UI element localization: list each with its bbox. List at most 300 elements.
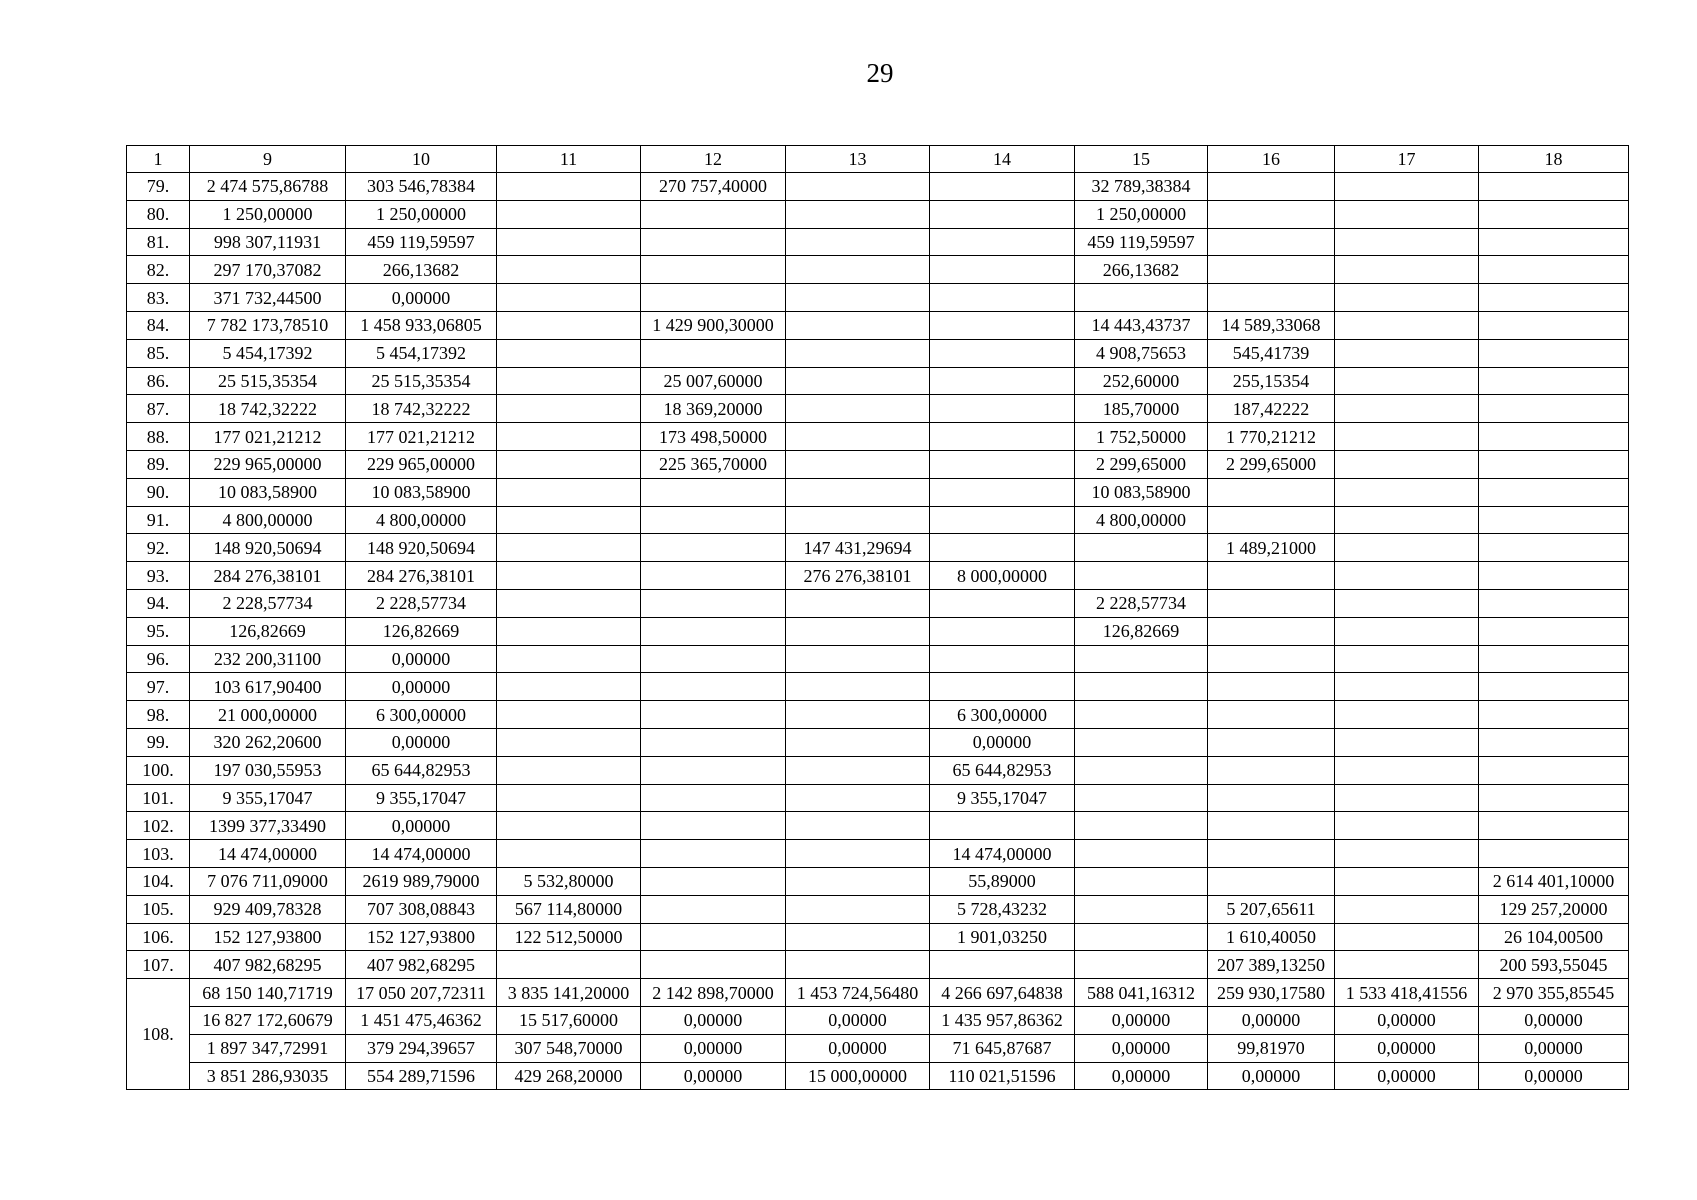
table-row — [127, 617, 1629, 645]
total-row-line — [127, 1006, 1629, 1034]
table-cell — [786, 728, 930, 756]
table-cell — [497, 589, 641, 617]
column-header: 9 — [190, 146, 346, 173]
table-cell: 10 083,58900 — [1075, 478, 1208, 506]
table-cell — [1479, 395, 1629, 423]
table-cell: 0,00000 — [641, 1034, 786, 1062]
table-cell: 2 299,65000 — [1075, 450, 1208, 478]
table-cell: 0,00000 — [1075, 1062, 1208, 1090]
table-cell: 1 453 724,56480 — [786, 979, 930, 1007]
table-cell: 9 355,17047 — [346, 784, 497, 812]
table-cell: 371 732,44500 — [190, 284, 346, 312]
table-cell: 177 021,21212 — [346, 423, 497, 451]
table-cell — [930, 617, 1075, 645]
table-cell — [1335, 840, 1479, 868]
row-number: 87. — [127, 395, 190, 423]
table-cell: 1 458 933,06805 — [346, 311, 497, 339]
table-cell — [786, 367, 930, 395]
table-cell — [930, 173, 1075, 201]
table-cell: 14 589,33068 — [1208, 311, 1335, 339]
table-cell — [786, 756, 930, 784]
table-cell: 65 644,82953 — [930, 756, 1075, 784]
table-row — [127, 173, 1629, 201]
table-cell — [641, 589, 786, 617]
table-row — [127, 840, 1629, 868]
table-cell: 173 498,50000 — [641, 423, 786, 451]
table-cell: 55,89000 — [930, 867, 1075, 895]
table-cell — [1208, 840, 1335, 868]
column-header: 1 — [127, 146, 190, 173]
table-cell — [641, 645, 786, 673]
table-cell — [1479, 423, 1629, 451]
table-row — [127, 589, 1629, 617]
row-number: 84. — [127, 311, 190, 339]
table-cell — [497, 617, 641, 645]
table-cell — [930, 367, 1075, 395]
table-cell — [497, 951, 641, 979]
table-cell: 0,00000 — [346, 728, 497, 756]
table-cell — [786, 395, 930, 423]
table-row — [127, 395, 1629, 423]
table-cell: 200 593,55045 — [1479, 951, 1629, 979]
table-cell: 297 170,37082 — [190, 256, 346, 284]
table-cell: 4 266 697,64838 — [930, 979, 1075, 1007]
table-cell — [497, 534, 641, 562]
table-cell: 0,00000 — [1479, 1034, 1629, 1062]
table-cell: 126,82669 — [1075, 617, 1208, 645]
table-cell: 25 515,35354 — [190, 367, 346, 395]
table-cell — [1479, 701, 1629, 729]
table-cell — [1208, 284, 1335, 312]
table-cell — [1335, 923, 1479, 951]
table-cell — [1075, 701, 1208, 729]
table-cell: 4 800,00000 — [346, 506, 497, 534]
table-cell: 18 742,32222 — [346, 395, 497, 423]
table-cell — [1075, 756, 1208, 784]
table-cell — [497, 645, 641, 673]
table-cell — [497, 756, 641, 784]
table-cell — [1479, 228, 1629, 256]
table-cell — [1335, 478, 1479, 506]
table-cell — [930, 311, 1075, 339]
row-number: 108. — [127, 979, 190, 1090]
table-row — [127, 478, 1629, 506]
table-cell — [786, 478, 930, 506]
table-cell: 270 757,40000 — [641, 173, 786, 201]
table-cell: 103 617,90400 — [190, 673, 346, 701]
table-cell: 1 897 347,72991 — [190, 1034, 346, 1062]
table-cell — [1335, 812, 1479, 840]
column-header: 12 — [641, 146, 786, 173]
table-cell — [1479, 534, 1629, 562]
table-cell: 3 835 141,20000 — [497, 979, 641, 1007]
table-cell — [930, 423, 1075, 451]
table-cell — [1208, 589, 1335, 617]
row-number: 83. — [127, 284, 190, 312]
table-cell: 1 435 957,86362 — [930, 1006, 1075, 1034]
table-cell — [1075, 673, 1208, 701]
table-cell: 1 250,00000 — [1075, 200, 1208, 228]
table-cell: 229 965,00000 — [190, 450, 346, 478]
table-cell: 2 970 355,85545 — [1479, 979, 1629, 1007]
table-cell — [1479, 617, 1629, 645]
table-cell: 554 289,71596 — [346, 1062, 497, 1090]
table-cell: 26 104,00500 — [1479, 923, 1629, 951]
table-cell — [497, 423, 641, 451]
table-row — [127, 423, 1629, 451]
table-cell: 232 200,31100 — [190, 645, 346, 673]
row-number: 107. — [127, 951, 190, 979]
table-cell: 1 610,40050 — [1208, 923, 1335, 951]
table-cell — [641, 339, 786, 367]
table-cell: 0,00000 — [1479, 1006, 1629, 1034]
table-row — [127, 701, 1629, 729]
table-cell: 148 920,50694 — [346, 534, 497, 562]
table-cell — [641, 728, 786, 756]
table-cell — [641, 673, 786, 701]
table-cell: 126,82669 — [346, 617, 497, 645]
table-row — [127, 867, 1629, 895]
table-cell: 207 389,13250 — [1208, 951, 1335, 979]
table-cell: 110 021,51596 — [930, 1062, 1075, 1090]
row-number: 90. — [127, 478, 190, 506]
row-number: 92. — [127, 534, 190, 562]
data-table — [126, 145, 1629, 1090]
table-cell: 284 276,38101 — [190, 562, 346, 590]
table-cell: 17 050 207,72311 — [346, 979, 497, 1007]
table-cell — [1075, 895, 1208, 923]
table-cell — [930, 450, 1075, 478]
row-number: 82. — [127, 256, 190, 284]
table-cell: 0,00000 — [346, 284, 497, 312]
table-cell: 1 489,21000 — [1208, 534, 1335, 562]
table-row — [127, 756, 1629, 784]
table-cell — [930, 256, 1075, 284]
column-header: 15 — [1075, 146, 1208, 173]
table-cell — [1479, 311, 1629, 339]
column-header: 17 — [1335, 146, 1479, 173]
table-cell — [1075, 812, 1208, 840]
table-cell: 1 770,21212 — [1208, 423, 1335, 451]
table-cell: 6 300,00000 — [930, 701, 1075, 729]
table-cell: 7 782 173,78510 — [190, 311, 346, 339]
table-cell — [1208, 728, 1335, 756]
row-number: 103. — [127, 840, 190, 868]
table-cell — [497, 506, 641, 534]
table-cell — [786, 423, 930, 451]
row-number: 101. — [127, 784, 190, 812]
table-cell — [1335, 645, 1479, 673]
table-cell — [1479, 200, 1629, 228]
table-cell — [1335, 450, 1479, 478]
table-body — [127, 146, 1629, 1090]
table-cell — [786, 673, 930, 701]
table-cell — [1208, 200, 1335, 228]
table-cell: 2 474 575,86788 — [190, 173, 346, 201]
table-cell — [1335, 895, 1479, 923]
table-cell: 255,15354 — [1208, 367, 1335, 395]
table-cell: 7 076 711,09000 — [190, 867, 346, 895]
table-cell: 15 517,60000 — [497, 1006, 641, 1034]
table-cell: 0,00000 — [786, 1034, 930, 1062]
table-cell — [1479, 812, 1629, 840]
table-row — [127, 534, 1629, 562]
table-cell — [930, 284, 1075, 312]
table-cell: 14 474,00000 — [346, 840, 497, 868]
table-cell: 0,00000 — [641, 1062, 786, 1090]
table-cell: 187,42222 — [1208, 395, 1335, 423]
table-row — [127, 228, 1629, 256]
table-cell — [930, 645, 1075, 673]
table-cell — [1075, 645, 1208, 673]
table-cell — [1479, 339, 1629, 367]
table-cell: 0,00000 — [1075, 1006, 1208, 1034]
table-cell — [497, 173, 641, 201]
row-number: 86. — [127, 367, 190, 395]
table-cell — [641, 506, 786, 534]
table-cell: 3 851 286,93035 — [190, 1062, 346, 1090]
table-cell: 71 645,87687 — [930, 1034, 1075, 1062]
row-number: 79. — [127, 173, 190, 201]
table-row — [127, 506, 1629, 534]
table-row — [127, 562, 1629, 590]
table-cell — [1479, 562, 1629, 590]
table-cell — [786, 256, 930, 284]
table-cell — [1075, 840, 1208, 868]
table-cell: 252,60000 — [1075, 367, 1208, 395]
table-cell: 2 228,57734 — [190, 589, 346, 617]
table-cell: 0,00000 — [1208, 1062, 1335, 1090]
table-cell: 929 409,78328 — [190, 895, 346, 923]
table-cell — [1335, 423, 1479, 451]
table-cell: 5 728,43232 — [930, 895, 1075, 923]
table-cell — [641, 562, 786, 590]
table-row — [127, 311, 1629, 339]
table-cell — [786, 812, 930, 840]
total-row-line — [127, 1034, 1629, 1062]
table-cell — [497, 701, 641, 729]
table-cell: 10 083,58900 — [346, 478, 497, 506]
table-cell — [786, 311, 930, 339]
table-cell — [497, 728, 641, 756]
table-cell: 2 299,65000 — [1208, 450, 1335, 478]
table-cell: 25 515,35354 — [346, 367, 497, 395]
table-cell: 0,00000 — [346, 812, 497, 840]
table-cell — [641, 923, 786, 951]
table-cell — [786, 228, 930, 256]
table-cell — [1479, 673, 1629, 701]
table-cell: 129 257,20000 — [1479, 895, 1629, 923]
table-cell: 5 532,80000 — [497, 867, 641, 895]
table-cell — [930, 506, 1075, 534]
row-number: 102. — [127, 812, 190, 840]
table-cell — [1479, 756, 1629, 784]
table-cell — [786, 284, 930, 312]
table-cell — [786, 339, 930, 367]
table-cell — [786, 450, 930, 478]
table-cell — [786, 701, 930, 729]
table-cell — [641, 284, 786, 312]
table-cell — [497, 256, 641, 284]
table-cell — [641, 784, 786, 812]
table-cell — [1208, 784, 1335, 812]
table-cell: 276 276,38101 — [786, 562, 930, 590]
table-cell — [1075, 534, 1208, 562]
table-cell — [1479, 256, 1629, 284]
table-cell — [1075, 784, 1208, 812]
table-row — [127, 895, 1629, 923]
table-cell — [1335, 311, 1479, 339]
table-cell — [641, 200, 786, 228]
table-cell: 25 007,60000 — [641, 367, 786, 395]
row-number: 100. — [127, 756, 190, 784]
table-cell: 5 454,17392 — [346, 339, 497, 367]
table-cell — [497, 395, 641, 423]
table-cell: 4 800,00000 — [190, 506, 346, 534]
table-cell — [641, 256, 786, 284]
table-cell: 148 920,50694 — [190, 534, 346, 562]
table-cell — [1479, 450, 1629, 478]
table-cell: 379 294,39657 — [346, 1034, 497, 1062]
table-cell: 0,00000 — [1335, 1006, 1479, 1034]
table-cell: 0,00000 — [930, 728, 1075, 756]
table-cell: 320 262,20600 — [190, 728, 346, 756]
table-cell — [1208, 478, 1335, 506]
row-number: 104. — [127, 867, 190, 895]
table-cell: 407 982,68295 — [346, 951, 497, 979]
header-row — [127, 146, 1629, 173]
table-cell — [786, 923, 930, 951]
table-cell: 6 300,00000 — [346, 701, 497, 729]
table-cell: 197 030,55953 — [190, 756, 346, 784]
table-cell — [1335, 339, 1479, 367]
table-cell — [786, 784, 930, 812]
table-cell: 5 454,17392 — [190, 339, 346, 367]
table-cell: 429 268,20000 — [497, 1062, 641, 1090]
table-cell — [1335, 951, 1479, 979]
table-cell — [1335, 173, 1479, 201]
table-cell: 2 142 898,70000 — [641, 979, 786, 1007]
table-cell: 225 365,70000 — [641, 450, 786, 478]
table-cell — [641, 228, 786, 256]
table-cell — [1335, 506, 1479, 534]
table-cell: 14 443,43737 — [1075, 311, 1208, 339]
table-cell: 65 644,82953 — [346, 756, 497, 784]
table-cell: 1 250,00000 — [346, 200, 497, 228]
table-cell: 177 021,21212 — [190, 423, 346, 451]
row-number: 95. — [127, 617, 190, 645]
table-cell — [1335, 534, 1479, 562]
table-cell — [497, 450, 641, 478]
row-number: 85. — [127, 339, 190, 367]
table-cell — [1208, 256, 1335, 284]
table-cell — [930, 589, 1075, 617]
table-cell: 2 228,57734 — [346, 589, 497, 617]
table-cell — [1335, 784, 1479, 812]
table-cell — [786, 895, 930, 923]
table-cell — [786, 173, 930, 201]
column-header: 14 — [930, 146, 1075, 173]
table-cell — [497, 228, 641, 256]
table-cell — [497, 673, 641, 701]
table-cell: 545,41739 — [1208, 339, 1335, 367]
table-cell — [641, 867, 786, 895]
table-row — [127, 256, 1629, 284]
table-cell — [1208, 673, 1335, 701]
table-cell — [1208, 617, 1335, 645]
table-cell: 1399 377,33490 — [190, 812, 346, 840]
table-cell: 21 000,00000 — [190, 701, 346, 729]
table-cell: 4 800,00000 — [1075, 506, 1208, 534]
table-cell: 152 127,93800 — [190, 923, 346, 951]
table-cell — [1075, 284, 1208, 312]
table-cell — [641, 701, 786, 729]
table-cell: 14 474,00000 — [190, 840, 346, 868]
table-cell — [1335, 395, 1479, 423]
table-cell — [497, 840, 641, 868]
table-cell: 284 276,38101 — [346, 562, 497, 590]
table-cell — [1335, 867, 1479, 895]
table-cell: 9 355,17047 — [930, 784, 1075, 812]
table-cell — [641, 951, 786, 979]
page-number: 29 — [866, 58, 894, 88]
table-cell — [930, 200, 1075, 228]
table-cell — [786, 200, 930, 228]
table-cell: 0,00000 — [1335, 1062, 1479, 1090]
table-row — [127, 367, 1629, 395]
table-cell — [930, 339, 1075, 367]
table-cell: 0,00000 — [1208, 1006, 1335, 1034]
table-cell — [1208, 562, 1335, 590]
table-cell: 8 000,00000 — [930, 562, 1075, 590]
table-row — [127, 284, 1629, 312]
table-cell — [786, 840, 930, 868]
table-cell: 2 228,57734 — [1075, 589, 1208, 617]
table-cell: 5 207,65611 — [1208, 895, 1335, 923]
table-cell — [930, 228, 1075, 256]
table-cell — [1335, 589, 1479, 617]
table-cell — [1075, 728, 1208, 756]
table-cell — [930, 478, 1075, 506]
table-cell — [1335, 701, 1479, 729]
table-cell — [786, 951, 930, 979]
table-row — [127, 728, 1629, 756]
table-cell: 0,00000 — [1075, 1034, 1208, 1062]
table-cell: 0,00000 — [1479, 1062, 1629, 1090]
row-number: 81. — [127, 228, 190, 256]
table-cell — [641, 840, 786, 868]
table-cell: 266,13682 — [346, 256, 497, 284]
table-cell: 18 369,20000 — [641, 395, 786, 423]
table-cell: 307 548,70000 — [497, 1034, 641, 1062]
row-number: 80. — [127, 200, 190, 228]
table-cell: 16 827 172,60679 — [190, 1006, 346, 1034]
table-cell — [1479, 840, 1629, 868]
table-cell — [930, 812, 1075, 840]
table-cell — [1208, 506, 1335, 534]
row-number: 106. — [127, 923, 190, 951]
row-number: 105. — [127, 895, 190, 923]
table-cell: 259 930,17580 — [1208, 979, 1335, 1007]
table-cell: 2 614 401,10000 — [1479, 867, 1629, 895]
table-row — [127, 339, 1629, 367]
table-cell — [1335, 756, 1479, 784]
table-cell: 459 119,59597 — [346, 228, 497, 256]
table-cell: 99,81970 — [1208, 1034, 1335, 1062]
table-cell — [1075, 562, 1208, 590]
table-cell — [786, 506, 930, 534]
column-header: 11 — [497, 146, 641, 173]
